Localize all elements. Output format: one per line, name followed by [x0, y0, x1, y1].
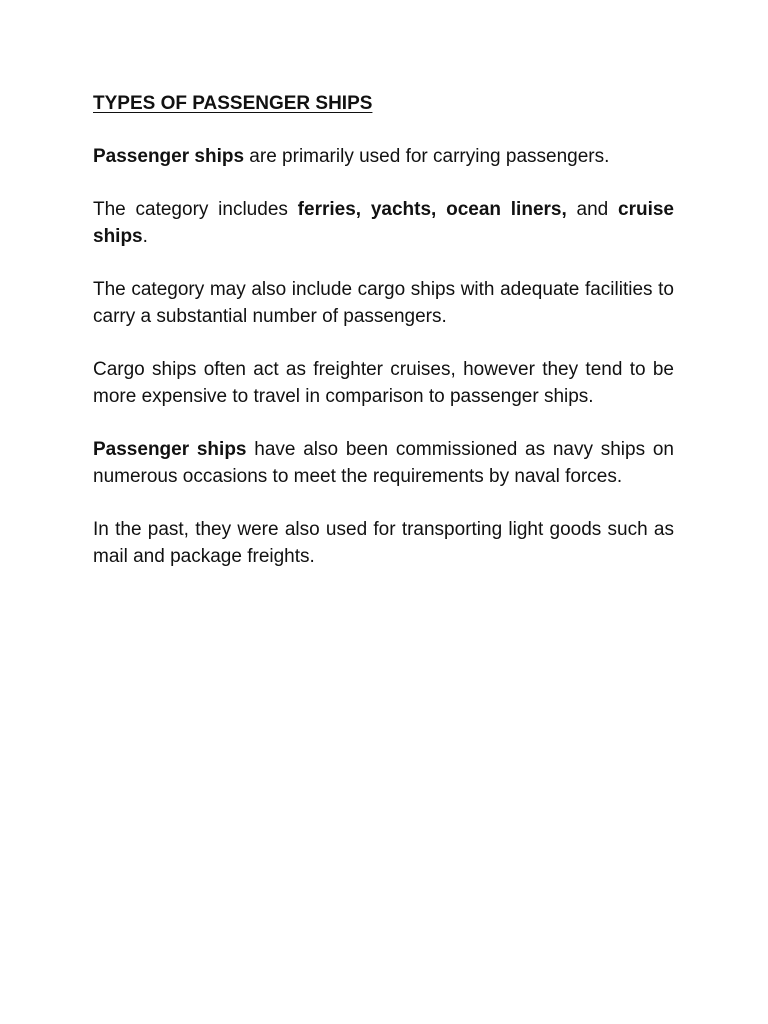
- bold-term-ship-types: ferries, yachts, ocean liners,: [297, 199, 567, 220]
- paragraph-intro: [93, 143, 674, 170]
- paragraph-cargo-facilities: The category may also include cargo ships with adequate facilities to carry a substantial number of passengers.: [93, 279, 674, 327]
- paragraph-category-mid: and: [566, 199, 619, 220]
- paragraph-freighter-cruises: Cargo ships often act as freighter cruises, however they tend to be more expensive to travel in comparison to passenger ships.: [93, 359, 674, 407]
- paragraph-navy-text: have also been commissioned as navy ships on numerous occasions to meet the requirements by naval forces.: [93, 439, 674, 487]
- paragraph-category-lead: The category includes: [93, 199, 298, 220]
- bold-term-cruise-ships: cruise ships: [93, 199, 674, 247]
- paragraph-navy: [93, 436, 674, 490]
- paragraph-intro-text: are primarily used for carrying passengers.: [244, 146, 610, 167]
- document-title: TYPES OF PASSENGER SHIPS: [93, 93, 373, 114]
- paragraph-history: In the past, they were also used for transporting light goods such as mail and package freights.: [93, 519, 674, 567]
- paragraph-category-end: .: [142, 226, 148, 247]
- bold-term-passenger-ships-2: Passenger ships: [93, 439, 247, 460]
- document-page: [93, 90, 674, 596]
- bold-term-passenger-ships: Passenger ships: [93, 146, 245, 167]
- paragraph-category: [93, 196, 674, 250]
